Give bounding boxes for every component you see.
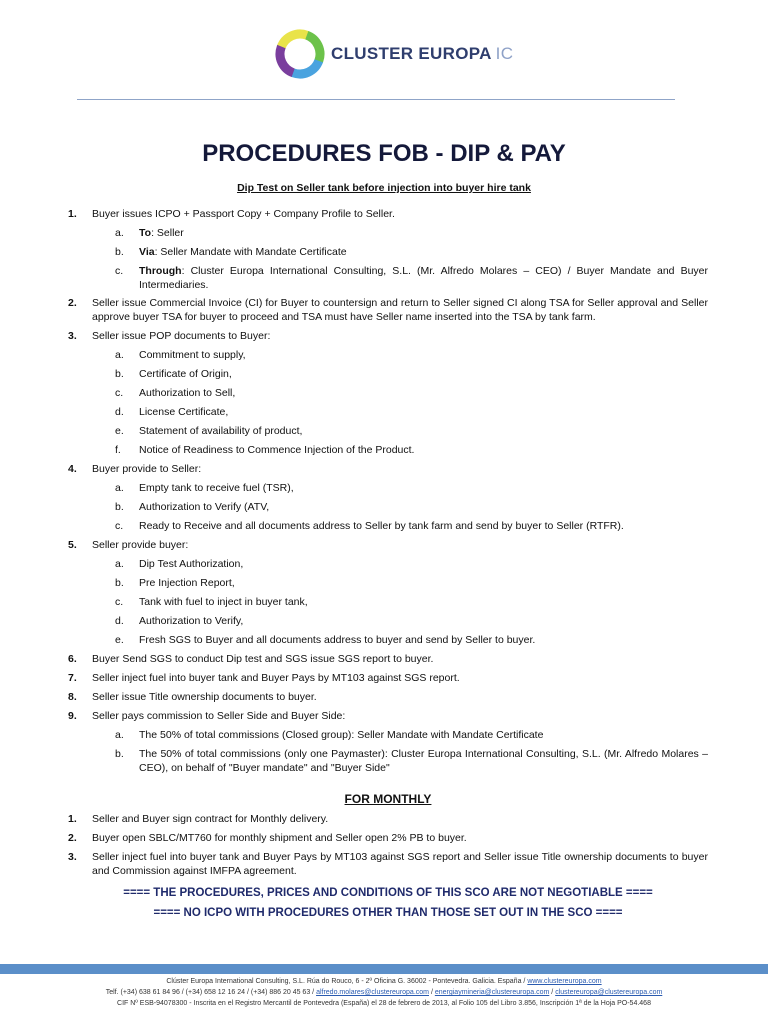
sub-item: c. Authorization to Sell, [115, 387, 236, 399]
sub-item: b. The 50% of total commissions (only one Paymaster): Cluster Europa International Consulting, S.L. (Mr. Alfredo Molares – CEO), on behalf of "Buyer mandate" and "Buyer Side" [115, 748, 708, 774]
footer-band [0, 964, 768, 974]
sub-item: a. To: Seller [115, 227, 184, 239]
document-subtitle: Dip Test on Seller tank before injection into buyer hire tank [237, 182, 531, 194]
sub-item: e. Statement of availability of product, [115, 425, 303, 437]
list-item: 4. Buyer provide to Seller: [68, 463, 202, 475]
footer [0, 976, 768, 1009]
document-title: PROCEDURES FOB - DIP & PAY [202, 140, 566, 167]
procedure-list [68, 205, 708, 920]
sub-item: a. Empty tank to receive fuel (TSR), [115, 482, 294, 494]
sub-item: f. Notice of Readiness to Commence Injection of the Product. [115, 444, 415, 456]
website-link[interactable]: www.clustereuropa.com [527, 978, 602, 985]
list-item: 1. Seller and Buyer sign contract for Monthly delivery. [68, 813, 329, 825]
sub-item: b. Pre Injection Report, [115, 577, 235, 589]
monthly-heading: FOR MONTHLY [344, 792, 432, 806]
sub-item: a. Dip Test Authorization, [115, 558, 244, 570]
list-item: 1. Buyer issues ICPO + Passport Copy + Company Profile to Seller. [68, 208, 395, 220]
footer-contacts: Telf. (+34) 638 61 84 96 / (+34) 658 12 16 24 / (+34) 886 20 45 63 / alfredo.molares@clustereuropa.com / energiaymineria@clustereuropa.com / clustereuropa@clustereuropa.com [105, 989, 663, 996]
sub-item: a. Commitment to supply, [115, 349, 246, 361]
cluster-europa-logo-icon [274, 28, 326, 80]
list-item: 3. Seller inject fuel into buyer tank and Buyer Pays by MT103 against SGS report and Seller issue Title ownership documents to buyer and Commission against IMFPA agreement. [68, 851, 708, 877]
footer-registry: CIF Nº ESB-94078300 - Inscrita en el Registro Mercantil de Pontevedra (España) el 28 de febrero de 2013, al Folio 105 del Libro 3.856, Inscripción 1ª de la Hoja PO-54.468 [117, 1000, 651, 1007]
email-link[interactable]: alfredo.molares@clustereuropa.com [316, 989, 429, 996]
notice-not-negotiable: ==== THE PROCEDURES, PRICES AND CONDITIONS OF THIS SCO ARE NOT NEGOTIABLE ==== [123, 887, 653, 899]
email-link[interactable]: energiaymineria@clustereuropa.com [434, 989, 550, 996]
letterhead [0, 24, 768, 84]
footer-address: Clúster Europa International Consulting, S.L. Rúa do Rouco, 6 - 2º Oficina G. 36002 - Pontevedra. Galicia. España / www.clustereuropa.com [166, 978, 602, 985]
list-item: 8. Seller issue Title ownership documents to buyer. [68, 691, 317, 703]
sub-item: e. Fresh SGS to Buyer and all documents address to buyer and send by Seller to buyer. [115, 634, 536, 646]
list-item: 5. Seller provide buyer: [68, 539, 189, 551]
notice-no-icpo: ==== NO ICPO WITH PROCEDURES OTHER THAN THOSE SET OUT IN THE SCO ==== [153, 907, 623, 919]
sub-item: c. Through: Cluster Europa International Consulting, S.L. (Mr. Alfredo Molares – CEO) / Buyer Mandate and Buyer Intermediaries. [115, 265, 708, 291]
list-item: 3. Seller issue POP documents to Buyer: [68, 330, 271, 342]
list-item: 2. Seller issue Commercial Invoice (CI) for Buyer to countersign and return to Seller signed CI along TSA for Seller approval and Seller approve buyer TSA for buyer to proceed and TSA must have Seller name inserted into the TSA by tank farm. [68, 297, 708, 323]
header-divider [77, 99, 675, 100]
sub-item: b. Certificate of Origin, [115, 368, 232, 380]
list-item: 9. Seller pays commission to Seller Side and Buyer Side: [68, 710, 346, 722]
sub-item: d. License Certificate, [115, 406, 229, 418]
sub-item: d. Authorization to Verify, [115, 615, 244, 627]
sub-item: a. The 50% of total commissions (Closed group): Seller Mandate with Mandate Certificate [115, 729, 544, 741]
list-item: 6. Buyer Send SGS to conduct Dip test and SGS issue SGS report to buyer. [68, 653, 434, 665]
email-link[interactable]: clustereuropa@clustereuropa.com [555, 989, 663, 996]
sub-item: b. Authorization to Verify (ATV, [115, 501, 270, 513]
sub-item: b. Via: Seller Mandate with Mandate Certificate [115, 246, 347, 258]
sub-item: c. Tank with fuel to inject in buyer tank, [115, 596, 308, 608]
list-item: 7. Seller inject fuel into buyer tank and Buyer Pays by MT103 against SGS report. [68, 672, 460, 684]
list-item: 2. Buyer open SBLC/MT760 for monthly shipment and Seller open 2% PB to buyer. [68, 832, 467, 844]
brand-name: CLUSTER EUROPA IC [331, 44, 514, 63]
sub-item: c. Ready to Receive and all documents address to Seller by tank farm and send by buyer to Seller (RTFR). [115, 520, 624, 532]
